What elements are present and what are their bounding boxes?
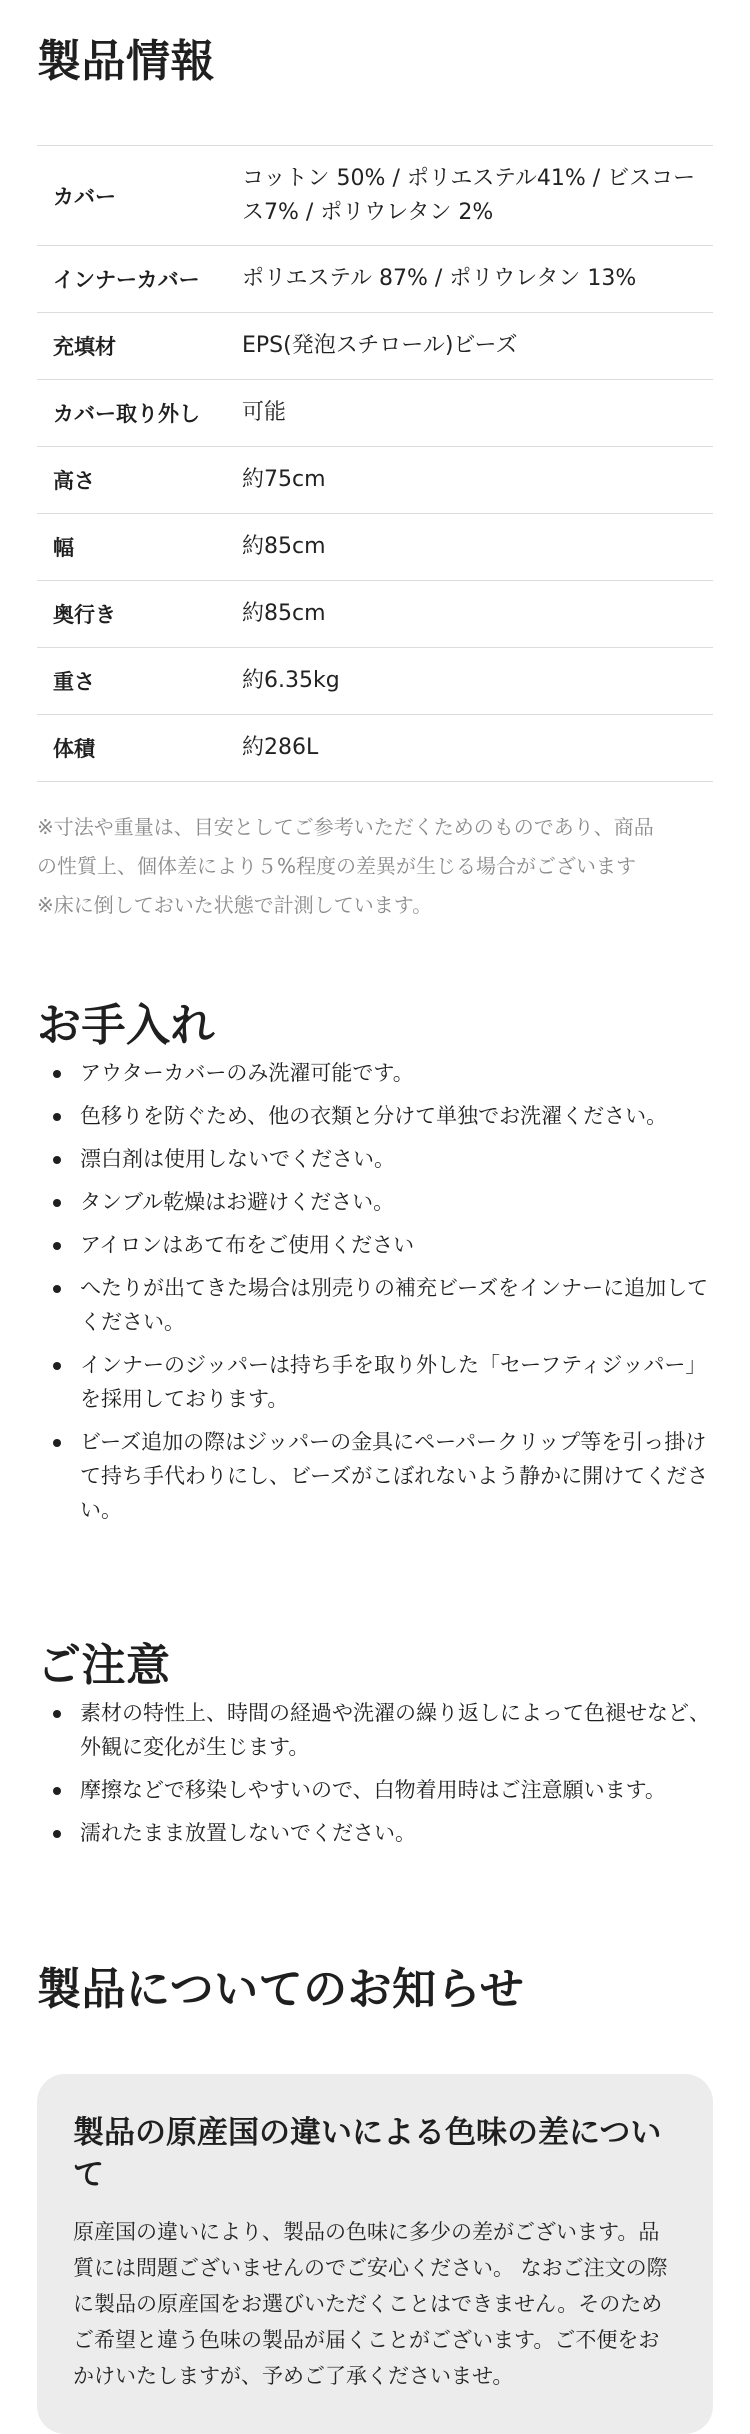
caution-list [37,1696,713,1850]
spec-row-cover [37,146,713,246]
list-item [37,1185,713,1219]
spec-row-inner-cover [37,246,713,313]
notice-card-body: 原産国の違いにより、製品の色味に多少の差がございます。品質には問題ございませんのでご安心ください。 なおご注文の際に製品の原産国をお選びいただくことはできません。そのためご希望と違う色味の製品が届くことがございます。ご不便をおかけいたしますが、予めご了承くださいませ。 [73,2220,668,2388]
caution-heading: ご注意 [37,1640,171,1691]
list-item [37,1142,713,1176]
spec-value: 可能 [242,400,287,425]
spec-section [37,32,713,782]
notice-card-title: 製品の原産国の違いによる色味の差について [73,2115,662,2193]
bullet-icon [53,1439,61,1447]
spec-table [37,145,713,782]
list-item [37,1425,713,1527]
spec-value: 約85cm [242,601,326,626]
spec-row-volume [37,715,713,782]
care-section [37,996,713,1536]
list-item [37,1228,713,1262]
list-item [37,1696,713,1764]
spec-row-removable-cover [37,380,713,447]
spec-value: ポリエステル 87% / ポリウレタン 13% [242,266,637,291]
list-item [37,1056,713,1090]
notice-card [37,2074,713,2434]
caution-section [37,1636,713,1859]
spec-row-width [37,514,713,581]
spec-value: 約6.35kg [242,668,340,693]
spec-value: 約75cm [242,467,326,492]
care-list [37,1056,713,1527]
list-item-text: 摩擦などで移染しやすいので、白物着用時はご注意願います。 [80,1778,666,1802]
spec-row-weight [37,648,713,715]
spec-label: 高さ [53,469,95,493]
spec-heading: 製品情報 [37,36,215,87]
spec-label: カバー取り外し [53,402,200,426]
spec-value: EPS(発泡スチロール)ビーズ [242,333,518,358]
spec-value: 約286L [242,735,319,760]
list-item-text: タンブル乾燥はお避けください。 [80,1190,395,1214]
list-item [37,1271,713,1339]
bullet-icon [53,1156,61,1164]
spec-value: コットン 50% / ポリエステル41% / ビスコース7% / ポリウレタン 2% [242,165,696,225]
list-item-text: 色移りを防ぐため、他の衣類と分けて単独でお洗濯ください。 [80,1104,668,1128]
bullet-icon [53,1070,61,1078]
spec-note-line: ※寸法や重量は、目安としてご参考いただくためのものであり、商品 [37,815,654,839]
spec-note-line: の性質上、個体差により５%程度の差異が生じる場合がございます [37,854,637,878]
bullet-icon [53,1285,61,1293]
bullet-icon [53,1199,61,1207]
spec-label: カバー [53,184,116,209]
spec-row-depth [37,581,713,648]
list-item-text: アウターカバーのみ洗濯可能です。 [80,1061,414,1085]
spec-label: 体積 [53,737,95,761]
bullet-icon [53,1830,61,1838]
notice-heading: 製品についてのお知らせ [37,1964,525,2015]
list-item-text: ビーズ追加の際はジッパーの金具にペーパークリップ等を引っ掛けて持ち手代わりにし、ビーズがこぼれないよう静かに開けてください。 [80,1430,709,1522]
bullet-icon [53,1362,61,1370]
spec-value: 約85cm [242,534,326,559]
list-item-text: アイロンはあて布をご使用ください [80,1233,415,1257]
bullet-icon [53,1787,61,1795]
spec-label: 充填材 [53,335,116,359]
spec-note-line: ※床に倒しておいた状態で計測しています。 [37,893,433,917]
spec-row-filling [37,313,713,380]
notice-section [37,1960,713,2434]
spec-label: 奥行き [53,603,116,627]
list-item-text: 濡れたまま放置しないでください。 [80,1821,416,1845]
list-item [37,1099,713,1133]
list-item-text: へたりが出てきた場合は別売りの補充ビーズをインナーに追加してください。 [80,1276,709,1334]
list-item [37,1816,713,1850]
spec-label: 幅 [53,536,74,560]
care-heading: お手入れ [37,1000,215,1051]
spec-label: 重さ [53,670,95,694]
list-item-text: 素材の特性上、時間の経過や洗濯の繰り返しによって色褪せなど、外観に変化が生じます。 [80,1701,710,1759]
list-item-text: インナーのジッパーは持ち手を取り外した「セーフティジッパー」を採用しております。 [80,1353,707,1411]
spec-notes [37,808,713,925]
bullet-icon [53,1242,61,1250]
list-item-text: 漂白剤は使用しないでください。 [80,1147,395,1171]
bullet-icon [53,1113,61,1121]
list-item [37,1773,713,1807]
spec-row-height [37,447,713,514]
bullet-icon [53,1710,61,1718]
spec-label: インナーカバー [53,268,200,292]
list-item [37,1348,713,1416]
